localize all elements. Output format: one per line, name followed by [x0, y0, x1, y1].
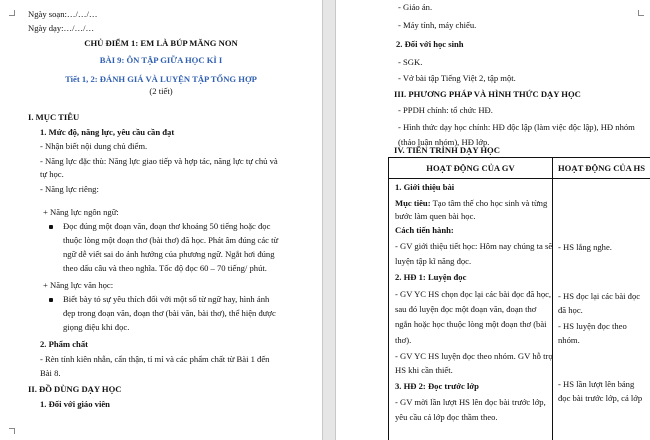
body-line: theo dấu câu và theo nghĩa. Tốc độ đọc 60 – 70 tiếng/ phút.: [63, 263, 267, 273]
section-heading: IV. TIẾN TRÌNH DẠY HỌC: [394, 145, 500, 155]
body-line: đẹp trong đoạn văn, đoạn thơ (bài văn, bài thơ), thể hiện được: [63, 308, 276, 318]
table-cell-line: Mục tiêu: Tạo tâm thế cho học sinh và từng: [395, 198, 548, 208]
table-column-divider: [552, 158, 553, 440]
body-line: giọng điệu khi đọc.: [63, 322, 130, 332]
page-corner-mark: [638, 10, 644, 16]
table-cell-line: - HS lần lượt lên bảng: [558, 379, 635, 389]
body-line: thuộc lòng một đoạn thơ (bài thơ) đã học. Phát âm đúng các từ: [63, 235, 279, 245]
table-cell-line: - GV giới thiệu tiết học: Hôm nay chúng ta sẽ: [395, 241, 553, 251]
table-cell-line: nhóm.: [558, 335, 580, 345]
table-cell-line: ngắn hoặc học thuộc lòng một đoạn thơ (bài: [395, 319, 547, 329]
table-cell-line: yêu cầu cả lớp đọc thầm theo.: [395, 412, 498, 422]
date-taught: Ngày dạy:…/…/…: [28, 23, 95, 33]
table-cell-line: Cách tiến hành:: [395, 225, 454, 235]
activity-title: 1. Giới thiệu bài: [395, 182, 455, 192]
section-heading: I. MỤC TIÊU: [28, 112, 80, 122]
date-prepared: Ngày soạn:…/…/…: [28, 9, 98, 19]
body-line: Bài 8.: [40, 368, 61, 378]
table-cell-line: sau đó luyện đọc một đoạn văn, đoạn thơ: [395, 304, 537, 314]
body-line: - Giáo án.: [398, 2, 433, 12]
body-line: + Năng lực văn học:: [43, 280, 114, 290]
body-line: - Năng lực riêng:: [40, 184, 99, 194]
body-line: - Nhận biết nội dung chủ điểm.: [40, 141, 148, 151]
body-line: + Năng lực ngôn ngữ:: [43, 207, 119, 217]
table-cell-line: luyện tập kĩ năng đọc.: [395, 256, 472, 266]
table-cell-line: HS khi cần thiết.: [395, 365, 453, 375]
table-header-gv: HOẠT ĐỘNG CỦA GV: [426, 163, 515, 173]
bullet-icon: [49, 298, 53, 302]
body-line: ngữ dễ viết sai do ảnh hưởng của phương ngữ. Ngắt hơi đúng: [63, 249, 275, 259]
body-line: - Vở bài tập Tiếng Việt 2, tập một.: [398, 73, 516, 83]
table-cell-line: - HS đọc lại các bài đọc: [558, 291, 641, 301]
body-line: Biết bày tỏ sự yêu thích đối với một số từ ngữ hay, hình ảnh: [63, 294, 270, 304]
lesson-title: BÀI 9: ÔN TẬP GIỮA HỌC KÌ I: [99, 55, 223, 65]
table-cell-line: - GV YC HS chọn đọc lại các bài đọc đã học,: [395, 289, 552, 299]
body-line: Đọc đúng một đoạn văn, đoạn thơ khoảng 50 tiếng hoặc đọc: [63, 221, 271, 231]
table-cell-line: thơ).: [395, 335, 412, 345]
body-line: - Máy tính, máy chiếu.: [398, 20, 477, 30]
body-line: - Rèn tính kiên nhẫn, cẩn thận, tỉ mỉ và các phẩm chất từ Bài 1 đến: [40, 354, 270, 364]
section-heading: II. ĐỒ DÙNG DẠY HỌC: [28, 384, 122, 394]
table-cell-line: đã học.: [558, 305, 583, 315]
body-line: (thảo luận nhóm), HĐ lớp.: [398, 137, 490, 147]
periods-count: (2 tiết): [149, 86, 173, 96]
theme-title: CHỦ ĐIỂM 1: EM LÀ BÚP MĂNG NON: [84, 38, 238, 48]
activity-title: 3. HĐ 2: Đọc trước lớp: [395, 381, 479, 391]
body-line: - Năng lực đặc thù: Năng lực giao tiếp và hợp tác, năng lực tự chủ và: [40, 156, 278, 166]
body-line: tự học.: [40, 169, 64, 179]
body-line: - Hình thức dạy học chính: HĐ độc lập (làm việc độc lập), HĐ nhóm: [398, 122, 635, 132]
body-line: - PPDH chính: tổ chức HĐ.: [398, 105, 493, 115]
table-cell-line: - GV YC HS luyện đọc theo nhóm. GV hỗ trợ: [395, 351, 553, 361]
page-corner-mark: [9, 428, 15, 434]
periods-title: Tiết 1, 2: ĐÁNH GIÁ VÀ LUYỆN TẬP TỔNG HỢP: [65, 74, 257, 84]
subsection-heading: 1. Đối với giáo viên: [40, 399, 110, 409]
lesson-activity-table: [388, 157, 650, 440]
table-header-divider: [389, 178, 650, 179]
subsection-heading: 1. Mức độ, năng lực, yêu cầu cần đạt: [40, 127, 175, 137]
bullet-icon: [49, 225, 53, 229]
table-cell-line: - GV mời lần lượt HS lên đọc bài trước lớp,: [395, 397, 546, 407]
table-cell-line: đọc bài trước lớp, cả lớp: [558, 393, 643, 403]
right-document-page: [336, 0, 650, 440]
table-cell-line: - HS lắng nghe.: [558, 242, 612, 252]
left-document-page: [0, 0, 322, 440]
table-header-hs: HOẠT ĐỘNG CỦA HS: [558, 163, 645, 173]
section-heading: III. PHƯƠNG PHÁP VÀ HÌNH THỨC DẠY HỌC: [394, 89, 581, 99]
subsection-heading: 2. Đối với học sinh: [396, 39, 464, 49]
table-cell-line: bước làm quen bài học.: [395, 211, 476, 221]
subsection-heading: 2. Phẩm chất: [40, 339, 88, 349]
page-corner-mark: [9, 10, 15, 16]
activity-title: 2. HĐ 1: Luyện đọc: [395, 272, 467, 282]
body-line: - SGK.: [398, 57, 423, 67]
table-cell-line: - HS luyện đọc theo: [558, 321, 627, 331]
